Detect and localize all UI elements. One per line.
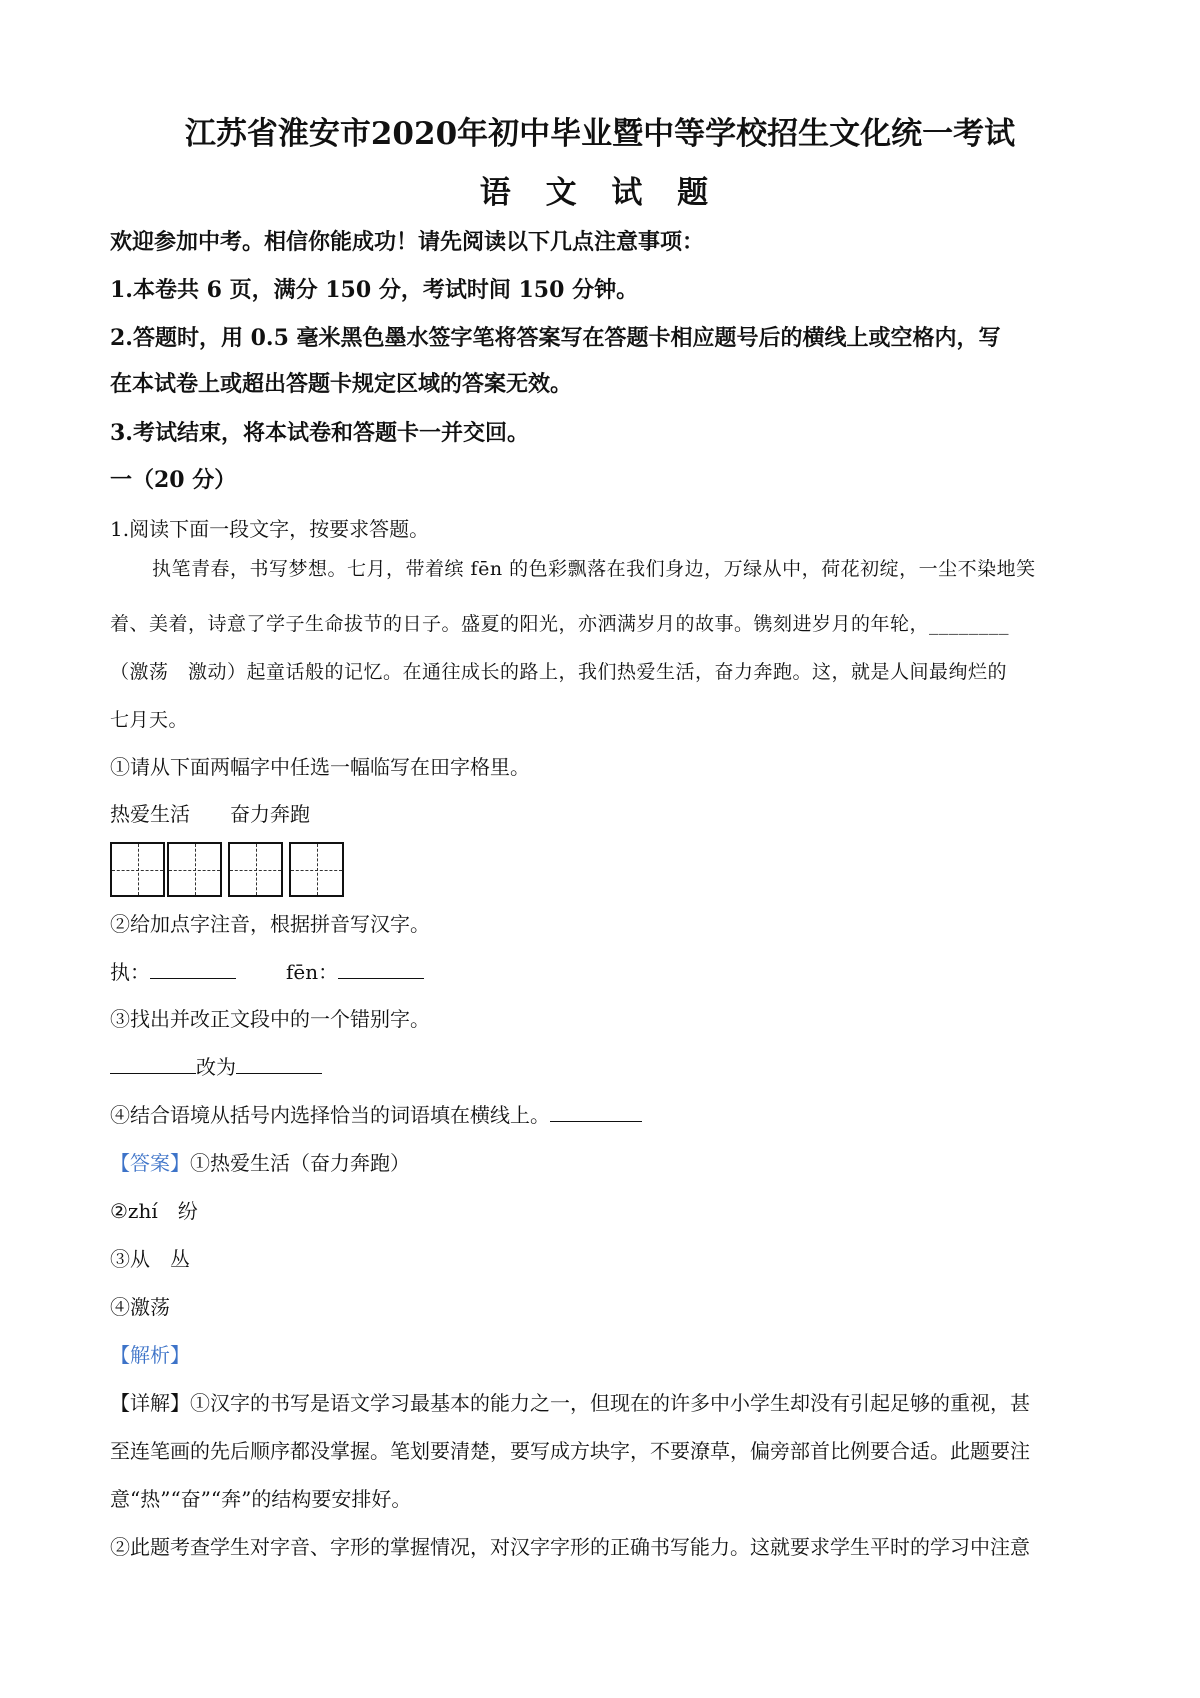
sub-question-2-blanks bbox=[110, 958, 1100, 986]
answer-4: ④激荡 bbox=[110, 1295, 170, 1319]
analysis-tag: 【解析】 bbox=[110, 1343, 190, 1367]
sub-question-2: ②给加点字注音，根据拼音写汉字。 bbox=[110, 912, 430, 936]
detail-tag: 【详解】 bbox=[110, 1391, 190, 1415]
correction-word: 改为 bbox=[196, 1055, 236, 1079]
passage-line-2: 着、美着，诗意了学子生命拔节的日子。盛夏的阳光，亦洒满岁月的故事。镌刻进岁月的年轮，________ bbox=[110, 613, 1010, 635]
passage-line-3: （激荡 激动）起童话般的记忆。在通往成长的路上，我们热爱生活，奋力奔跑。这，就是人间最绚烂的 bbox=[110, 661, 1008, 683]
answer-2: ②zhí 纷 bbox=[110, 1199, 198, 1223]
answer-blank[interactable] bbox=[110, 1055, 196, 1074]
tianzige-cell[interactable] bbox=[289, 842, 344, 897]
answer-tag: 【答案】 bbox=[110, 1151, 190, 1175]
notice-item-3: 3.考试结束，将本试卷和答题卡一并交回。 bbox=[110, 420, 529, 446]
notice-item-1: 1.本卷共 6 页，满分 150 分，考试时间 150 分钟。 bbox=[110, 277, 639, 303]
analysis-line-3: 意“热”“奋”“奔”的结构要安排好。 bbox=[110, 1487, 412, 1511]
notice-intro: 欢迎参加中考。相信你能成功！请先阅读以下几点注意事项： bbox=[110, 229, 705, 255]
tianzige-cell[interactable] bbox=[110, 842, 165, 897]
analysis-text-1: ①汉字的书写是语文学习最基本的能力之一，但现在的许多中小学生却没有引起足够的重视，甚 bbox=[190, 1391, 1030, 1415]
passage-line-1: 执笔青春，书写梦想。七月，带着缤 fēn 的色彩飘落在我们身边，万绿从中，荷花初绽，一尘不染地笑 bbox=[152, 558, 1036, 580]
notice-item-2-line2: 在本试卷上或超出答题卡规定区域的答案无效。 bbox=[110, 371, 573, 397]
section-heading: 一（20 分） bbox=[110, 467, 237, 493]
sub-question-1-options: 热爱生活 奋力奔跑 bbox=[110, 802, 310, 826]
sub-question-4-text: ④结合语境从括号内选择恰当的词语填在横线上。 bbox=[110, 1103, 550, 1127]
tianzige-cell[interactable] bbox=[228, 842, 283, 897]
analysis-line-2: 至连笔画的先后顺序都没掌握。笔划要清楚，要写成方块字，不要潦草，偏旁部首比例要合适。此题要注 bbox=[110, 1439, 1030, 1463]
tianzige-grid[interactable] bbox=[110, 842, 350, 897]
answer-line-1 bbox=[110, 1149, 1100, 1177]
answer-blank[interactable] bbox=[150, 960, 236, 979]
answer-3: ③从 丛 bbox=[110, 1247, 190, 1271]
sub-question-1: ①请从下面两幅字中任选一幅临写在田字格里。 bbox=[110, 755, 530, 779]
sub-question-4 bbox=[110, 1101, 1100, 1129]
answer-blank[interactable] bbox=[550, 1103, 642, 1122]
pinyin-label-fen: fēn： bbox=[286, 960, 339, 984]
page-title: 江苏省淮安市2020年初中毕业暨中等学校招生文化统一考试 bbox=[184, 116, 1016, 152]
answer-blank[interactable] bbox=[338, 960, 424, 979]
page-subtitle: 语 文 试 题 bbox=[479, 175, 721, 211]
sub-question-3: ③找出并改正文段中的一个错别字。 bbox=[110, 1007, 430, 1031]
tianzige-cell[interactable] bbox=[167, 842, 222, 897]
question-1-stem: 1.阅读下面一段文字，按要求答题。 bbox=[110, 517, 430, 541]
analysis-line-1 bbox=[110, 1389, 1100, 1417]
notice-item-2-line1: 2.答题时，用 0.5 毫米黑色墨水签字笔将答案写在答题卡相应题号后的横线上或空格内，写 bbox=[110, 325, 1001, 351]
sub-question-3-blanks bbox=[110, 1053, 1100, 1081]
analysis-line-4: ②此题考查学生对字音、字形的掌握情况，对汉字字形的正确书写能力。这就要求学生平时的学习中注意 bbox=[110, 1535, 1030, 1559]
pinyin-label-zhi: 执： bbox=[110, 960, 150, 984]
answer-blank[interactable] bbox=[236, 1055, 322, 1074]
passage-line-4: 七月天。 bbox=[110, 709, 189, 731]
answer-1: ①热爱生活（奋力奔跑） bbox=[190, 1151, 410, 1175]
